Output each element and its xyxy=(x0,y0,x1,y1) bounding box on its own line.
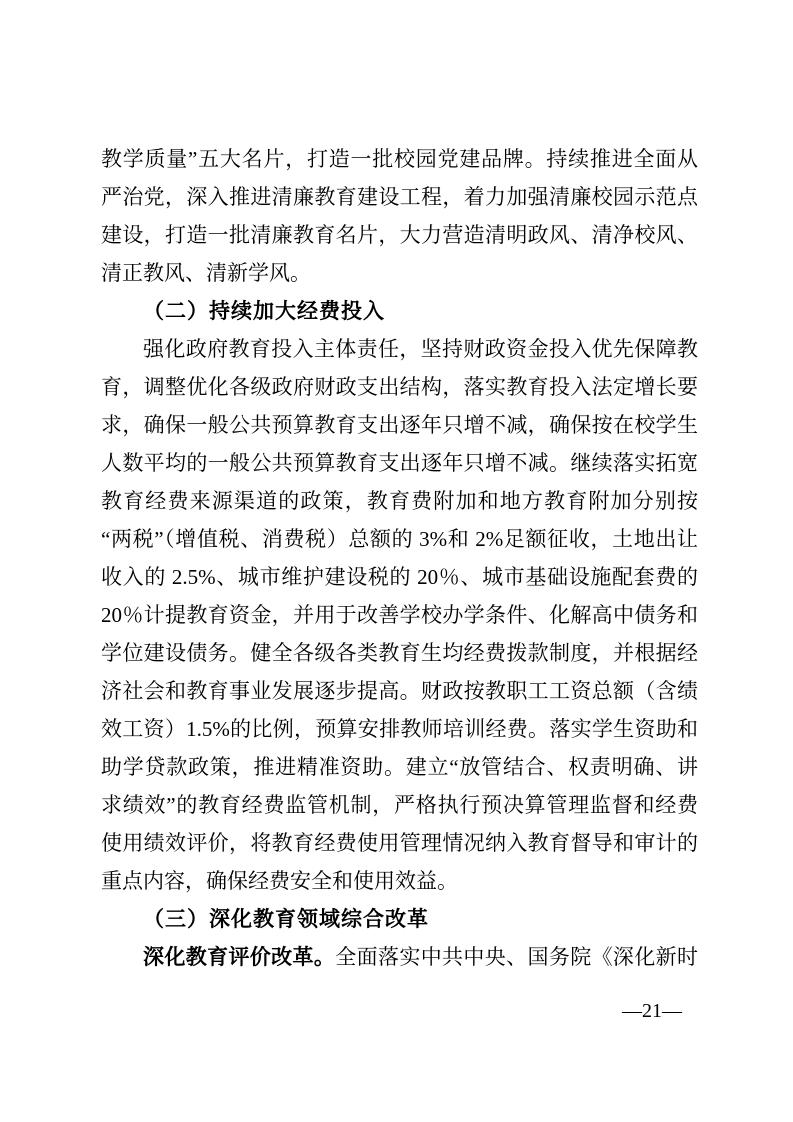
para3-continuation: 全面落实中共中央、国务院《深化新时 xyxy=(335,945,698,969)
text-line: 助学贷款政策，推进精准资助。建立“放管结合、权责明确、讲 xyxy=(101,755,698,779)
text-line xyxy=(101,938,698,976)
text-line: 育，调整优化各级政府财政支出结构，落实教育投入法定增长要 xyxy=(101,375,698,399)
text-line: 收入的 2.5%、城市维护建设税的 20％、城市基础设施配套费的 xyxy=(101,565,698,589)
text-line: 求，确保一般公共预算教育支出逐年只增不减，确保按在校学生 xyxy=(101,413,698,437)
text-line: 重点内容，确保经费安全和使用效益。 xyxy=(101,869,458,893)
text-line: 人数平均的一般公共预算教育支出逐年只增不减。继续落实拓宽 xyxy=(101,451,698,475)
text-line: 求绩效”的教育经费监管机制，严格执行预决算管理监督和经费 xyxy=(101,793,698,817)
text-line: 使用绩效评价，将教育经费使用管理情况纳入教育督导和审计的 xyxy=(101,831,698,855)
para3-lead-bold: 深化教育评价改革。 xyxy=(143,945,336,969)
text-line: 建设，打造一批清廉教育名片，大力营造清明政风、清净校风、 xyxy=(101,223,698,247)
text-line: 学位建设债务。健全各级各类教育生均经费拨款制度，并根据经 xyxy=(101,641,698,665)
page-number: —21— xyxy=(622,1000,682,1022)
document-body xyxy=(101,140,698,976)
text-line: 严治党，深入推进清廉教育建设工程，着力加强清廉校园示范点 xyxy=(101,185,698,209)
section-heading-3: （三）深化教育领域综合改革 xyxy=(143,907,429,931)
text-line: “两税”（增值税、消费税）总额的 3%和 2%足额征收，土地出让 xyxy=(101,527,698,551)
text-line: 强化政府教育投入主体责任，坚持财政资金投入优先保障教 xyxy=(143,337,698,361)
text-line: 教育经费来源渠道的政策，教育费附加和地方教育附加分别按 xyxy=(101,489,698,513)
text-line: 20％计提教育资金，并用于改善学校办学条件、化解高中债务和 xyxy=(101,603,698,627)
section-heading-2: （二）持续加大经费投入 xyxy=(143,299,385,323)
text-line: 教学质量”五大名片，打造一批校园党建品牌。持续推进全面从 xyxy=(101,147,698,171)
text-line: 清正教风、清新学风。 xyxy=(101,261,311,285)
text-line: 济社会和教育事业发展逐步提高。财政按教职工工资总额（含绩 xyxy=(101,679,698,703)
text-line: 效工资）1.5%的比例，预算安排教师培训经费。落实学生资助和 xyxy=(101,717,698,741)
